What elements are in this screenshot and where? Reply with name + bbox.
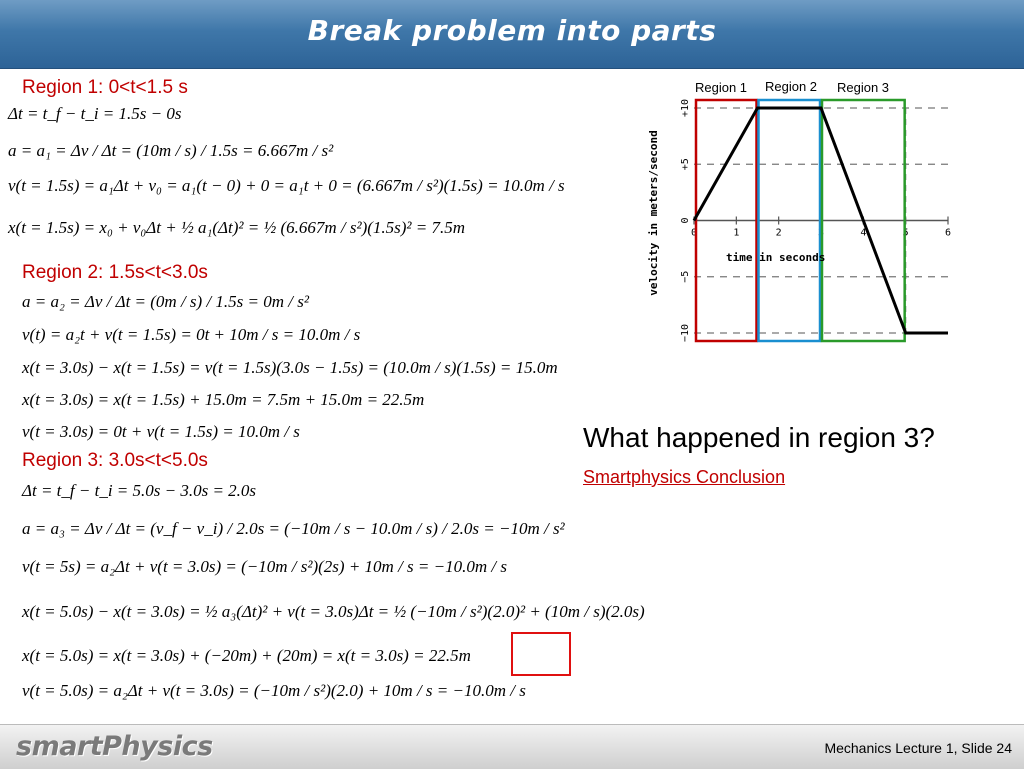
x-tick-label: 5 — [902, 227, 909, 239]
answer-highlight-box — [511, 632, 571, 676]
footer-bar — [0, 724, 1024, 769]
region2-eq-1: a = a₂ = Δv / Δt = (0m / s) / 1.5s = 0m / s² — [22, 292, 309, 311]
x-tick-label: 1 — [733, 227, 740, 239]
title-bar — [0, 0, 1024, 69]
region3-eq-6: v(t = 5.0s) = a₂Δt + v(t = 3.0s) = (−10m / s²)(2.0) + 10m / s = −10.0m / s — [22, 681, 526, 700]
y-axis-label: velocity in meters/second — [647, 130, 660, 296]
region1-eq-3: v(t = 1.5s) = a₁Δt + v₀ = a₁(t − 0) + 0 = a₁t + 0 = (6.667m / s²)(1.5s) = 10.0m / s — [8, 176, 565, 195]
region3-heading: Region 3: 3.0s<t<5.0s — [22, 450, 208, 471]
region2-eq-5: v(t = 3.0s) = 0t + v(t = 1.5s) = 10.0m / s — [22, 422, 300, 441]
x-tick-label: 6 — [944, 227, 952, 239]
x-tick-label: 0 — [690, 227, 698, 239]
region3-label: Region 3 — [837, 80, 890, 95]
x-tick-label: 3 — [817, 227, 825, 239]
y-tick-label: −5 — [680, 270, 691, 283]
region2-label: Region 2 — [765, 79, 818, 94]
y-tick-label: −10 — [680, 323, 691, 343]
velocity-graph — [640, 78, 970, 348]
question-text: What happened in region 3? — [583, 422, 935, 453]
y-tick-label: +5 — [680, 158, 691, 171]
region2-eq-2: v(t) = a₂t + v(t = 1.5s) = 0t + 10m / s = 10.0m / s — [22, 325, 361, 344]
graph-svg — [640, 78, 970, 348]
region3-eq-2: a = a₃ = Δv / Δt = (v_f − v_i) / 2.0s = (−10m / s − 10.0m / s) / 2.0s = −10m / s² — [22, 519, 565, 538]
region1-eq-4: x(t = 1.5s) = x₀ + v₀Δt + ½ a₁(Δt)² = ½ (6.667m / s²)(1.5s)² = 7.5m — [8, 218, 466, 237]
x-tick-label: 4 — [860, 227, 867, 239]
slide-title: Break problem into parts — [307, 14, 717, 47]
region1-label: Region 1 — [695, 80, 748, 95]
region2-heading: Region 2: 1.5s<t<3.0s — [22, 262, 208, 283]
region3-eq-1: Δt = t_f − t_i = 5.0s − 3.0s = 2.0s — [22, 481, 257, 500]
x-tick-label: 2 — [775, 227, 782, 239]
region1-eq-1: Δt = t_f − t_i = 1.5s − 0s — [8, 104, 182, 123]
region1-heading: Region 1: 0<t<1.5 s — [22, 77, 188, 98]
conclusion-link[interactable]: Smartphysics Conclusion — [583, 467, 786, 487]
slide-info: Mechanics Lecture 1, Slide 24 — [824, 740, 1012, 756]
region1-eq-2: a = a₁ = Δv / Δt = (10m / s) / 1.5s = 6.667m / s² — [8, 141, 334, 160]
smartphysics-logo: smartPhysics — [16, 731, 213, 762]
region3-eq-3: v(t = 5s) = a₂Δt + v(t = 3.0s) = (−10m / s²)(2s) + 10m / s = −10.0m / s — [22, 557, 507, 576]
y-tick-label: +10 — [680, 98, 691, 118]
y-tick-label: 0 — [680, 217, 691, 224]
region3-eq-4: x(t = 5.0s) − x(t = 3.0s) = ½ a₃(Δt)² + v(t = 3.0s)Δt = ½ (−10m / s²)(2.0)² + (10m / s)(2.0s) — [22, 602, 645, 621]
region2-eq-3: x(t = 3.0s) − x(t = 1.5s) = v(t = 1.5s)(3.0s − 1.5s) = (10.0m / s)(1.5s) = 15.0m — [22, 358, 558, 377]
region2-eq-4: x(t = 3.0s) = x(t = 1.5s) + 15.0m = 7.5m + 15.0m = 22.5m — [22, 390, 425, 409]
x-axis-label: time in seconds — [726, 251, 826, 264]
region3-eq-5: x(t = 5.0s) = x(t = 3.0s) + (−20m) + (20m) = x(t = 3.0s) = 22.5m — [22, 646, 471, 665]
